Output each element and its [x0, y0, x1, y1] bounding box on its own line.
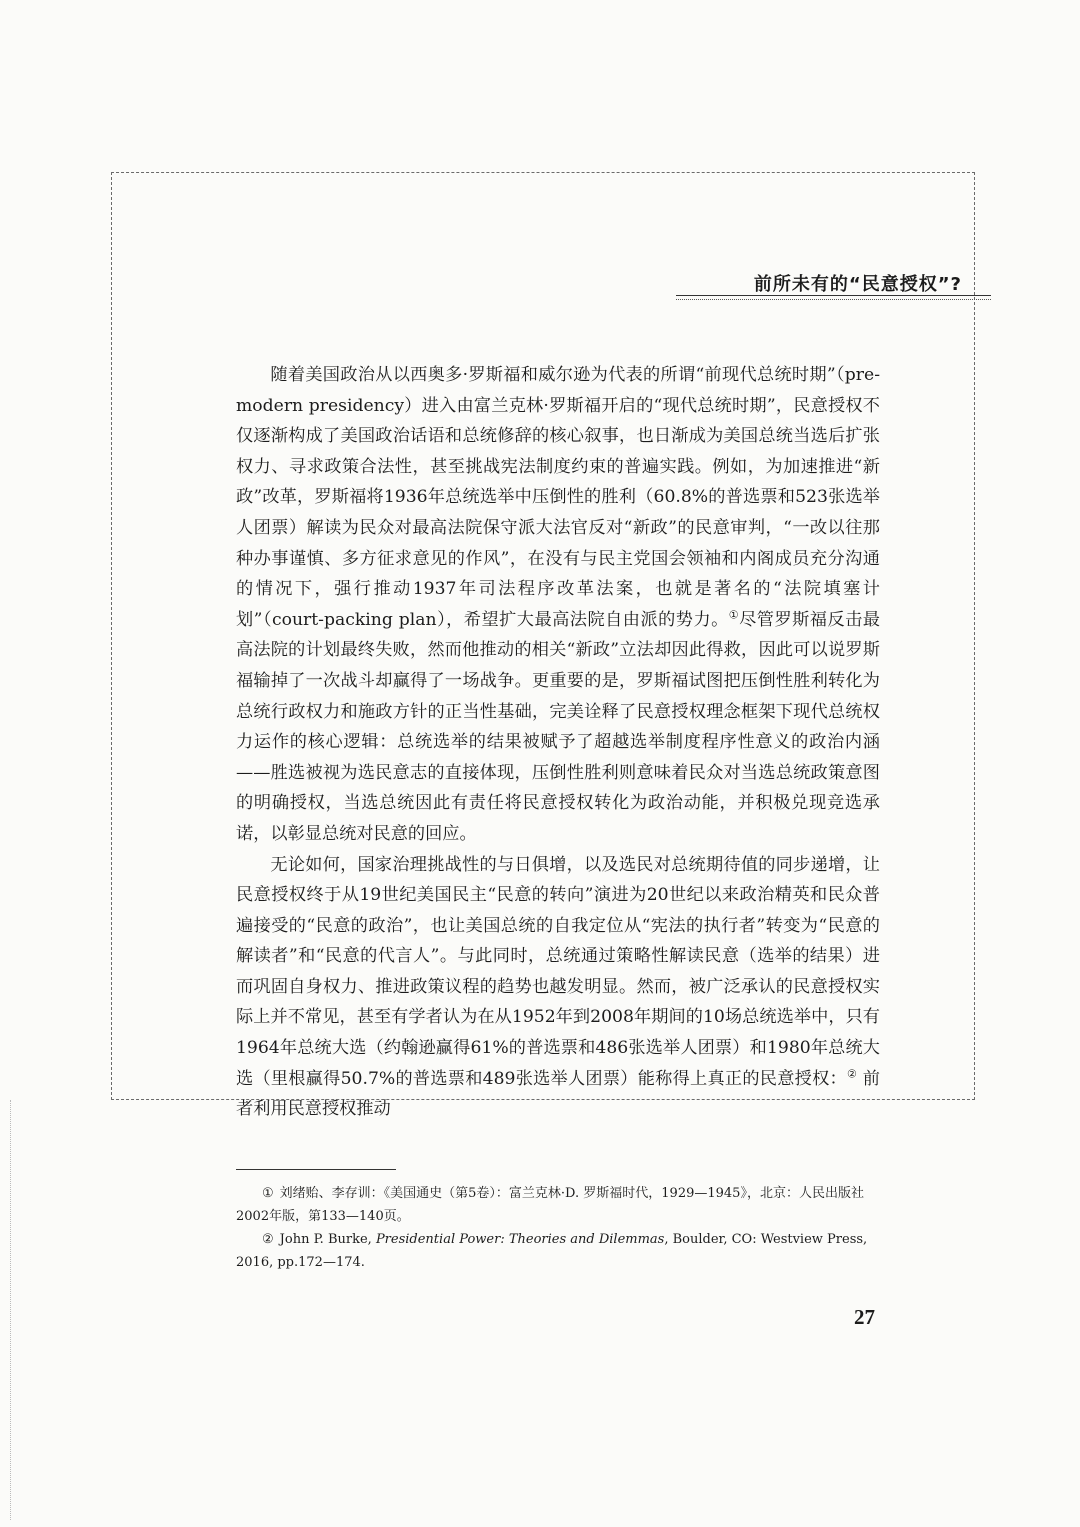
- footnote-text: John P. Burke,: [279, 1232, 376, 1247]
- running-head: 前所未有的“民意授权”?: [753, 274, 962, 295]
- footnote-number: ①: [262, 1186, 274, 1201]
- text-run: 无论如何，国家治理挑战性的与日俱增，以及选民对总统期待值的同步递增，让民意授权终于从19世纪美国民主“民意的转向”演进为20世纪以来政治精英和民众普遍接受的“民意的政治”，也让美国总统的自我定位从“宪法的执行者”转变为“民意的解读者”和“民意的代言人”。与此同时，总统通过策略性解读民意（选举的结果）进而巩固自身权力、推进政策议程的趋势也越发明显。然而，被广泛承认的民意授权实际上并不常见，甚至有学者认为在从1952年到2008年期间的10场总统选举中，只有1964年总统大选（约翰逊赢得61%的普选票和486张选举人团票）和1980年总统大选（里根赢得50.7%的普选票和489张选举人团票）能称得上真正的民意授权：: [236, 854, 880, 1089]
- footnote-ref-1[interactable]: ①: [728, 608, 740, 622]
- footnote: [236, 1182, 880, 1228]
- scan-edge-mark: [10, 1100, 12, 1520]
- body-text: [236, 360, 880, 1125]
- text-run: 随着美国政治从以西奥多·罗斯福和威尔逊为代表的所谓“前现代总统时期”（pre-modern presidency）进入由富兰克林·罗斯福开启的“现代总统时期”，民意授权不仅逐渐构成了美国政治话语和总统修辞的核心叙事，也日渐成为美国总统当选后扩张权力、寻求政策合法性，甚至挑战宪法制度约束的普遍实践。例如，为加速推进“新政”改革，罗斯福将1936年总统选举中压倒性的胜利（60.8%的普选票和523张选举人团票）解读为民众对最高法院保守派大法官反对“新政”的民意审判，“一改以往那种办事谨慎、多方征求意见的作风”，在没有与民主党国会领袖和内阁成员充分沟通的情况下，强行推动1937年司法程序改革法案，也就是著名的“法院填塞计划”（court-packing plan），希望扩大最高法院自由派的势力。: [236, 365, 880, 630]
- paragraph: [236, 850, 880, 1125]
- running-head-rule: [676, 295, 991, 300]
- book-title: Presidential Power: Theories and Dilemmas: [375, 1232, 665, 1247]
- footnote-text: , Boulder, CO: Westview Press, 2016, pp.172—174.: [236, 1232, 868, 1270]
- footnote-number: ②: [262, 1232, 274, 1247]
- page-number: 27: [854, 1305, 875, 1329]
- footnote-rule: [236, 1169, 396, 1170]
- footnote: [236, 1228, 880, 1274]
- paragraph: [236, 360, 880, 850]
- text-run: 尽管罗斯福反击最高法院的计划最终失败，然而他推动的相关“新政”立法却因此得救，因此可以说罗斯福输掉了一次战斗却赢得了一场战争。更重要的是，罗斯福试图把压倒性胜利转化为总统行政权力和施政方针的正当性基础，完美诠释了民意授权理念框架下现代总统权力运作的核心逻辑：总统选举的结果被赋予了超越选举制度程序性意义的政治内涵——胜选被视为选民意志的直接体现，压倒性胜利则意味着民众对当选总统政策意图的明确授权，当选总统因此有责任将民意授权转化为政治动能，并积极兑现竞选承诺，以彰显总统对民意的回应。: [236, 609, 880, 844]
- footnotes: [236, 1182, 880, 1274]
- text-run: 前者利用民意授权推动: [236, 1068, 880, 1120]
- footnote-text: 刘绪贻、李存训：《美国通史（第5卷）：富兰克林·D. 罗斯福时代，1929—1945》，北京：人民出版社 2002年版，第133—140页。: [236, 1186, 864, 1224]
- footnote-ref-2[interactable]: ②: [846, 1066, 858, 1080]
